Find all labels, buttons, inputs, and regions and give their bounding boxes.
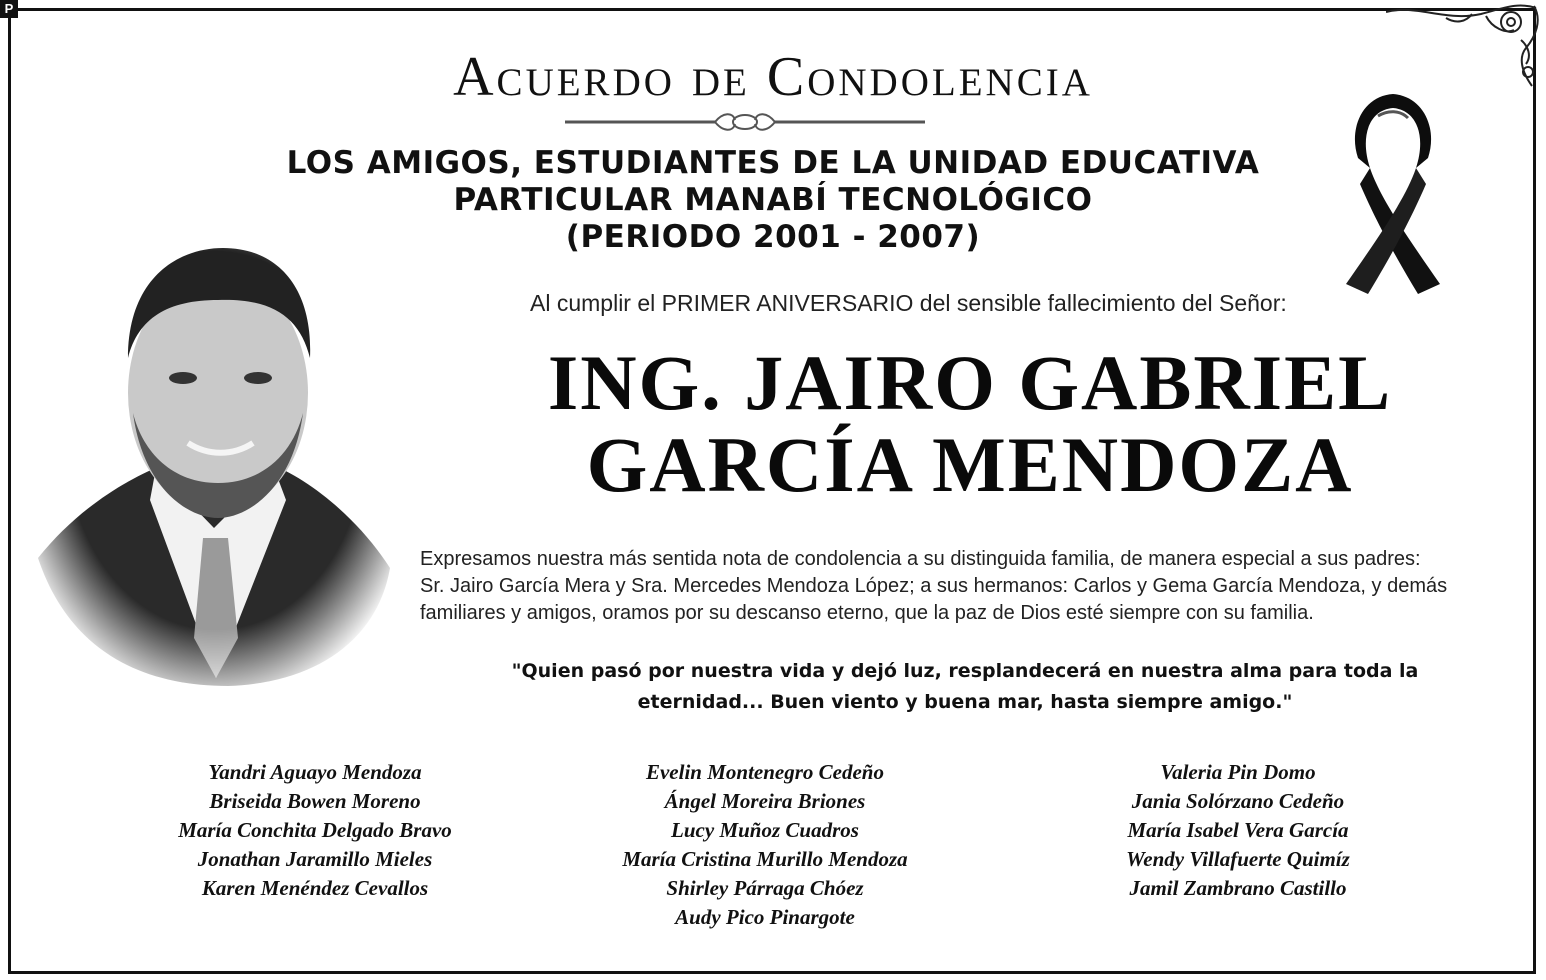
- organization-line: PARTICULAR MANABÍ TECNOLÓGICO: [453, 182, 1093, 218]
- signer-name: Briseida Bowen Moreno: [209, 789, 421, 813]
- anniversary-intro: Al cumplir el PRIMER ANIVERSARIO del sensible fallecimiento del Señor:: [530, 290, 1287, 316]
- notice-title: Acuerdo de Condolencia: [453, 46, 1093, 108]
- signer-name: Shirley Párraga Chóez: [666, 876, 864, 900]
- signers-column-1: [105, 758, 525, 903]
- signer-name: Lucy Muñoz Cuadros: [671, 818, 859, 842]
- signer-name: Jamil Zambrano Castillo: [1129, 876, 1347, 900]
- signer-name: Evelin Montenegro Cedeño: [645, 760, 884, 784]
- message-line: Expresamos nuestra más sentida nota de condolencia a su distinguida familia, de manera especial a sus padres:: [420, 548, 1421, 570]
- message-line: familiares y amigos, oramos por su descanso eterno, que la paz de Dios esté siempre con su familia.: [420, 602, 1314, 624]
- signer-name: Yandri Aguayo Mendoza: [208, 760, 422, 784]
- signers-column-2: [555, 758, 975, 932]
- signer-name: María Conchita Delgado Bravo: [178, 818, 452, 842]
- organization-line: LOS AMIGOS, ESTUDIANTES DE LA UNIDAD EDUCATIVA: [286, 145, 1260, 181]
- signer-name: Ángel Moreira Briones: [664, 789, 866, 813]
- deceased-name-line: ING. JAIRO GABRIEL: [547, 339, 1393, 426]
- signer-name: Valeria Pin Domo: [1160, 760, 1316, 784]
- signer-name: María Cristina Murillo Mendoza: [622, 847, 908, 871]
- organization-line: (PERIODO 2001 - 2007): [565, 219, 981, 255]
- ornamental-divider-icon: [565, 108, 925, 136]
- message-line: Sr. Jairo García Mera y Sra. Mercedes Mendoza López; a sus hermanos: Carlos y Gema García Mendoza, y demás: [420, 575, 1448, 597]
- deceased-name: [490, 339, 1450, 508]
- signer-name: Karen Menéndez Cevallos: [201, 876, 429, 900]
- quote-line: eternidad... Buen viento y buena mar, hasta siempre amigo.": [637, 691, 1293, 713]
- signer-name: Audy Pico Pinargote: [675, 905, 855, 929]
- signer-name: Wendy Villafuerte Quimíz: [1126, 847, 1350, 871]
- signer-name: María Isabel Vera García: [1127, 818, 1349, 842]
- signer-name: Jania Solórzano Cedeño: [1131, 789, 1345, 813]
- condolence-message: [420, 546, 1520, 627]
- signer-name: Jonathan Jaramillo Mieles: [197, 847, 433, 871]
- signers-column-3: [1028, 758, 1448, 903]
- corner-mark: P: [0, 0, 18, 18]
- deceased-name-line: GARCÍA MENDOZA: [586, 421, 1354, 508]
- memorial-quote: [430, 656, 1500, 718]
- portrait-photo: [38, 238, 393, 688]
- quote-line: "Quien pasó por nuestra vida y dejó luz, resplandecerá en nuestra alma para toda la: [511, 660, 1419, 682]
